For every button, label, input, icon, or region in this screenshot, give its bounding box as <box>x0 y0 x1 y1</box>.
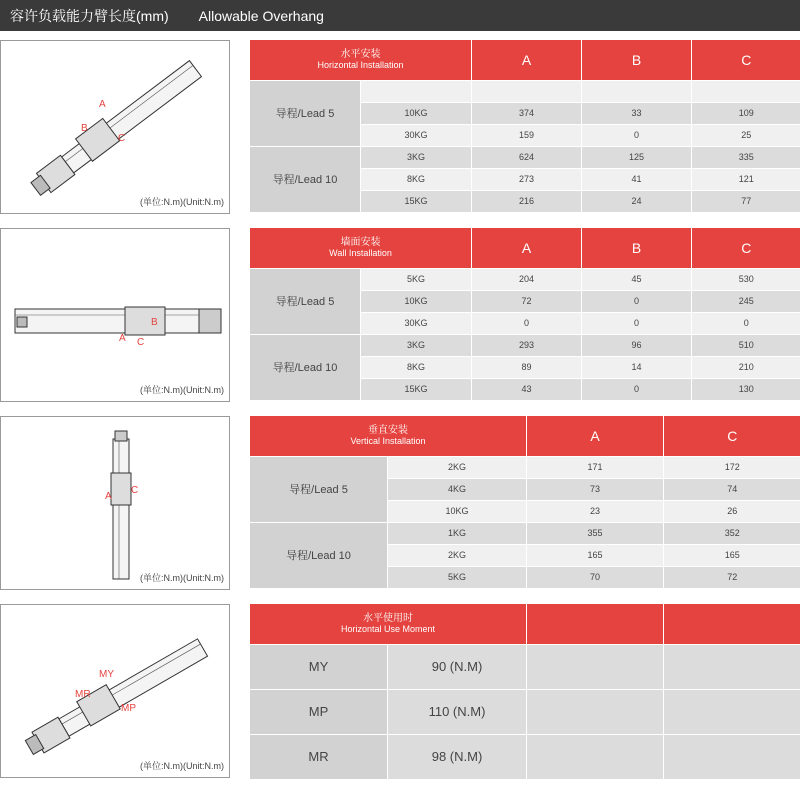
value-cell: 109 <box>692 102 800 124</box>
page-title-en: Allowable Overhang <box>198 7 324 24</box>
value-cell: 216 <box>472 190 582 212</box>
value-cell: 89 <box>472 356 582 378</box>
diagram-label-c: C <box>131 485 139 496</box>
horizontal-actuator-icon <box>1 41 229 213</box>
moment-label: MY <box>250 644 388 689</box>
lead-label: 导程/Lead 10 <box>250 146 361 212</box>
value-cell <box>692 80 800 102</box>
empty-cell <box>664 689 800 734</box>
empty-cell <box>664 734 800 779</box>
load-cell: 3KG <box>361 334 472 356</box>
column-header-c: C <box>692 40 800 80</box>
value-cell: 26 <box>664 500 800 522</box>
empty-cell <box>664 644 800 689</box>
load-cell: 1KG <box>388 522 527 544</box>
moment-value: 90 (N.M) <box>388 644 527 689</box>
diagram-label-c: C <box>137 337 145 348</box>
value-cell: 96 <box>582 334 692 356</box>
lead-label: 导程/Lead 5 <box>250 80 361 146</box>
value-cell: 23 <box>527 500 664 522</box>
load-cell <box>361 80 472 102</box>
value-cell: 70 <box>527 566 664 588</box>
value-cell: 33 <box>582 102 692 124</box>
value-cell: 165 <box>527 544 664 566</box>
value-cell: 159 <box>472 124 582 146</box>
load-cell: 10KG <box>361 102 472 124</box>
load-cell: 8KG <box>361 356 472 378</box>
value-cell: 355 <box>527 522 664 544</box>
table-title: 水平安装 Horizontal Installation <box>250 40 472 80</box>
load-cell: 5KG <box>361 268 472 290</box>
value-cell: 624 <box>472 146 582 168</box>
column-header-b: B <box>582 40 692 80</box>
empty-header-cell <box>527 604 664 644</box>
moment-label: MR <box>250 734 388 779</box>
value-cell: 335 <box>692 146 800 168</box>
column-header-c: C <box>692 228 800 268</box>
horizontal-diagram-panel <box>0 40 230 214</box>
diagram-label-b: B <box>151 317 158 328</box>
value-cell: 45 <box>582 268 692 290</box>
value-cell: 165 <box>664 544 800 566</box>
value-cell: 121 <box>692 168 800 190</box>
load-cell: 3KG <box>361 146 472 168</box>
load-cell: 4KG <box>388 478 527 500</box>
value-cell: 0 <box>582 124 692 146</box>
diagram-label-c: C <box>118 133 126 144</box>
load-cell: 2KG <box>388 456 527 478</box>
value-cell: 74 <box>664 478 800 500</box>
table-title: 墙面安装 Wall Installation <box>250 228 472 268</box>
load-cell: 10KG <box>361 290 472 312</box>
moment-value: 98 (N.M) <box>388 734 527 779</box>
value-cell: 0 <box>472 312 582 334</box>
vertical-actuator-icon <box>1 417 229 589</box>
moment-label: MP <box>250 689 388 734</box>
value-cell: 210 <box>692 356 800 378</box>
empty-cell <box>527 644 664 689</box>
diagram-label-a: A <box>119 333 126 344</box>
load-cell: 2KG <box>388 544 527 566</box>
vertical-installation-table <box>249 416 800 589</box>
value-cell: 72 <box>664 566 800 588</box>
column-header-a: A <box>527 416 664 456</box>
value-cell: 273 <box>472 168 582 190</box>
value-cell <box>582 80 692 102</box>
value-cell: 14 <box>582 356 692 378</box>
value-cell: 510 <box>692 334 800 356</box>
value-cell: 125 <box>582 146 692 168</box>
load-cell: 30KG <box>361 312 472 334</box>
value-cell: 204 <box>472 268 582 290</box>
value-cell: 245 <box>692 290 800 312</box>
lead-label: 导程/Lead 5 <box>250 456 388 522</box>
value-cell <box>472 80 582 102</box>
diagram-label-a: A <box>105 491 112 502</box>
moment-actuator-icon <box>1 605 229 777</box>
value-cell: 24 <box>582 190 692 212</box>
value-cell: 0 <box>692 312 800 334</box>
diagram-label-mr: MR <box>75 689 91 700</box>
value-cell: 43 <box>472 378 582 400</box>
empty-header-cell <box>664 604 800 644</box>
unit-label: (单位:N.m)(Unit:N.m) <box>140 573 224 583</box>
column-header-a: A <box>472 40 582 80</box>
unit-label: (单位:N.m)(Unit:N.m) <box>140 761 224 771</box>
column-header-a: A <box>472 228 582 268</box>
value-cell: 172 <box>664 456 800 478</box>
wall-diagram-panel <box>0 228 230 402</box>
load-cell: 15KG <box>361 190 472 212</box>
value-cell: 0 <box>582 312 692 334</box>
column-header-c: C <box>664 416 800 456</box>
moment-table <box>249 604 800 780</box>
load-cell: 8KG <box>361 168 472 190</box>
value-cell: 0 <box>582 290 692 312</box>
diagram-label-my: MY <box>99 669 114 680</box>
empty-cell <box>527 734 664 779</box>
value-cell: 25 <box>692 124 800 146</box>
value-cell: 352 <box>664 522 800 544</box>
table-title: 垂直安装 Vertical Installation <box>250 416 527 456</box>
value-cell: 530 <box>692 268 800 290</box>
wall-installation-table <box>249 228 800 401</box>
horizontal-installation-table <box>249 40 800 213</box>
value-cell: 72 <box>472 290 582 312</box>
lead-label: 导程/Lead 10 <box>250 522 388 588</box>
empty-cell <box>527 689 664 734</box>
unit-label: (单位:N.m)(Unit:N.m) <box>140 197 224 207</box>
value-cell: 41 <box>582 168 692 190</box>
lead-label: 导程/Lead 5 <box>250 268 361 334</box>
unit-label: (单位:N.m)(Unit:N.m) <box>140 385 224 395</box>
diagram-label-b: B <box>81 123 88 134</box>
wall-actuator-icon <box>1 229 229 401</box>
load-cell: 5KG <box>388 566 527 588</box>
column-header-b: B <box>582 228 692 268</box>
moment-value: 110 (N.M) <box>388 689 527 734</box>
diagram-label-mp: MP <box>121 703 136 714</box>
load-cell: 15KG <box>361 378 472 400</box>
moment-diagram-panel <box>0 604 230 778</box>
value-cell: 73 <box>527 478 664 500</box>
diagram-label-a: A <box>99 99 106 110</box>
table-title: 水平使用时 Horizontal Use Moment <box>250 604 527 644</box>
page-title-cn: 容许负载能力臂长度(mm) <box>10 7 169 24</box>
value-cell: 374 <box>472 102 582 124</box>
value-cell: 77 <box>692 190 800 212</box>
vertical-diagram-panel <box>0 416 230 590</box>
page-header <box>0 0 800 31</box>
load-cell: 10KG <box>388 500 527 522</box>
lead-label: 导程/Lead 10 <box>250 334 361 400</box>
value-cell: 293 <box>472 334 582 356</box>
value-cell: 0 <box>582 378 692 400</box>
load-cell: 30KG <box>361 124 472 146</box>
value-cell: 171 <box>527 456 664 478</box>
value-cell: 130 <box>692 378 800 400</box>
